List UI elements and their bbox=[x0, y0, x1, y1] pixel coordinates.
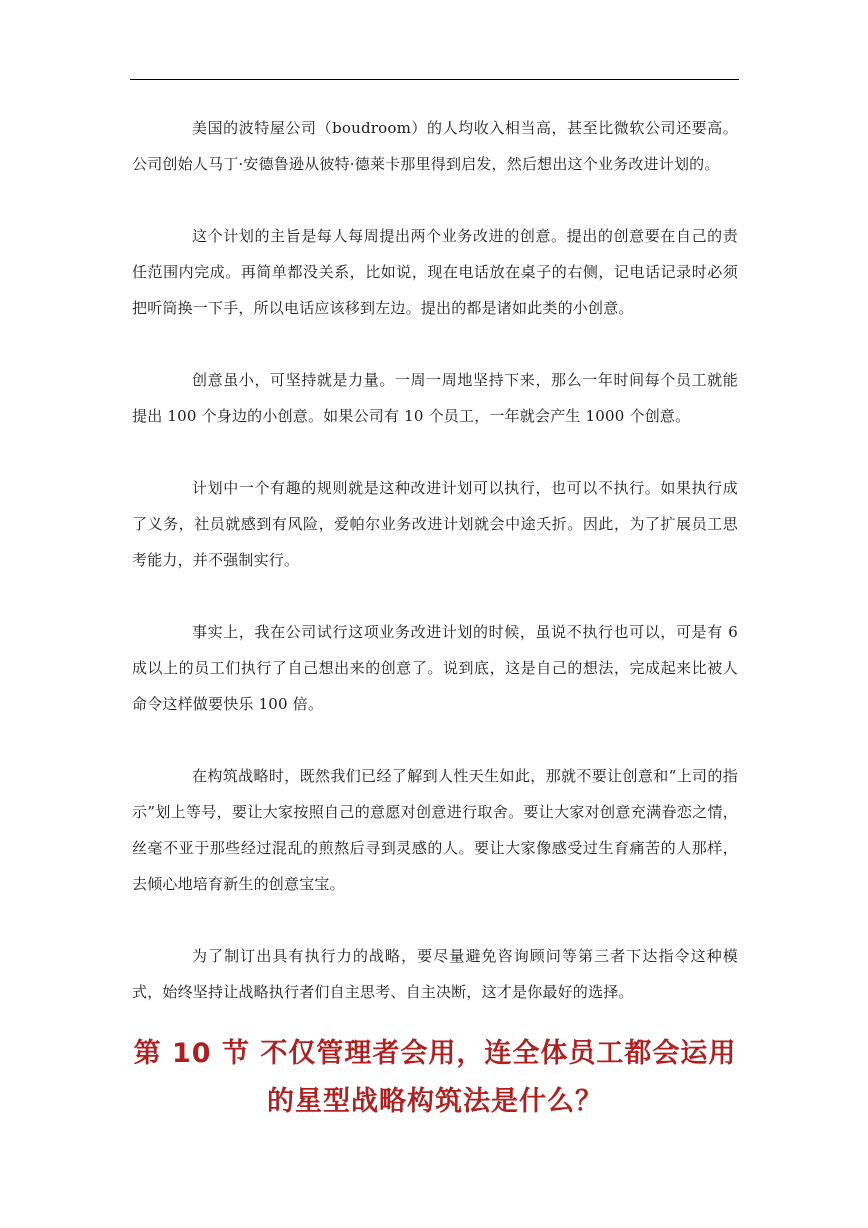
paragraph-3: 创意虽小，可坚持就是力量。一周一周地坚持下来，那么一年时间每个员工就能提出 100 个身边的小创意。如果公司有 10 个员工，一年就会产生 1000 个创意。 bbox=[132, 371, 738, 425]
paragraph-4: 计划中一个有趣的规则就是这种改进计划可以执行，也可以不执行。如果执行成了义务，社员就感到有风险，爱帕尔业务改进计划就会中途夭折。因此，为了扩展员工思考能力，并不强制实行。 bbox=[132, 479, 738, 569]
section-heading: 第 10 节 不仅管理者会用，连全体员工都会运用的星型战略构筑法是什么？ bbox=[133, 1038, 737, 1117]
paragraph-1: 美国的波特屋公司（boudroom）的人均收入相当高，甚至比微软公司还要高。公司创始人马丁·安德鲁逊从彼特·德莱卡那里得到启发，然后想出这个业务改进计划的。 bbox=[132, 119, 738, 173]
paragraph-2: 这个计划的主旨是每人每周提出两个业务改进的创意。提出的创意要在自己的责任范围内完成。再简单都没关系，比如说，现在电话放在桌子的右侧，记电话记录时必须把听筒换一下手，所以电话应该移到左边。提出的都是诸如此类的小创意。 bbox=[132, 227, 738, 317]
paragraph-7: 为了制订出具有执行力的战略，要尽量避免咨询顾问等第三者下达指令这种模式，始终坚持让战略执行者们自主思考、自主决断，这才是你最好的选择。 bbox=[132, 947, 738, 1001]
paragraph-6: 在构筑战略时，既然我们已经了解到人性天生如此，那就不要让创意和“上司的指示”划上等号，要让大家按照自己的意愿对创意进行取舍。要让大家对创意充满眷恋之情，丝毫不亚于那些经过混乱的煎熬后寻到灵感的人。要让大家像感受过生育痛苦的人那样，去倾心地培育新生的创意宝宝。 bbox=[132, 767, 738, 893]
paragraph-5: 事实上，我在公司试行这项业务改进计划的时候，虽说不执行也可以，可是有 6 成以上的员工们执行了自己想出来的创意了。说到底，这是自己的想法，完成起来比被人命令这样做要快乐 100 倍。 bbox=[132, 623, 738, 713]
body-text bbox=[132, 110, 738, 1046]
header-rule bbox=[130, 79, 739, 80]
